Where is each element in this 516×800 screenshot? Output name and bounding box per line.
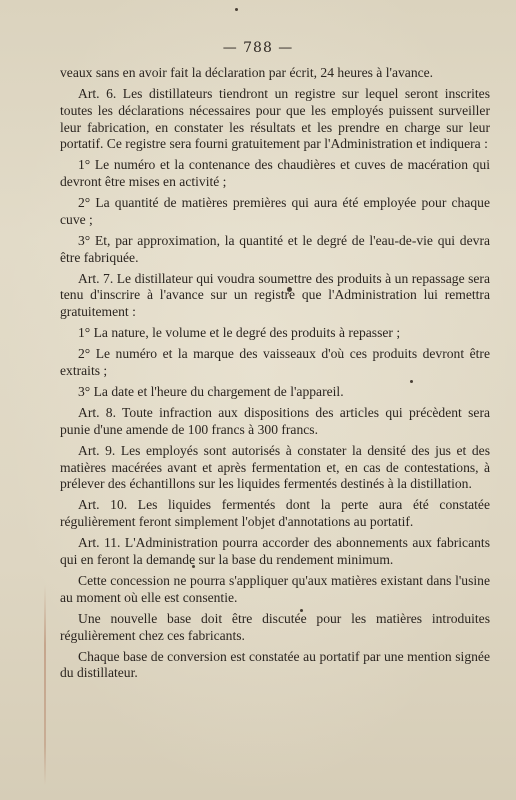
article-7-item-3: 3° La date et l'heure du chargement de l'appareil. bbox=[78, 384, 344, 400]
article-6-item-2: 2° La quantité de matières premières qui aura été employée pour chaque cuve ; bbox=[60, 195, 490, 227]
article-11-para-3: Une nouvelle base doit être discutée pour les matières introduites régulièrement chez ces fabricants. bbox=[60, 610, 490, 643]
article-6: Art. 6. Les distillateurs tiendront un registre sur lequel seront inscrites toutes les déclarations nécessaires pour que les employés puissent surveiller leur fabrication, en constater les résultats et les prendre en charge sur leur portatif. Ce registre sera fourni gratuitement par l'Administration et indiquera : bbox=[60, 86, 490, 152]
document-body bbox=[60, 65, 490, 686]
paragraph-continuation: veaux sans en avoir fait la déclaration par écrit, 24 heures à l'avance. bbox=[60, 65, 434, 80]
article-11: Art. 11. L'Administration pourra accorder des abonnements aux fabricants qui en feront la demande sur la base du rendement minimum. bbox=[60, 535, 490, 567]
article-7-item-2: 2° Le numéro et la marque des vaisseaux d'où ces produits devront être extraits ; bbox=[60, 346, 490, 378]
ink-speck bbox=[235, 8, 238, 11]
article-9: Art. 9. Les employés sont autorisés à constater la densité des jus et des matières macérées avant et après fermentation et, en cas de contestations, à prélever des échantillons sur les liquides fermentés destinés à la distillation. bbox=[60, 442, 490, 492]
page-number: — 788 — bbox=[222, 40, 294, 56]
article-10: Art. 10. Les liquides fermentés dont la perte aura été constatée régulièrement feront simplement l'objet d'annotations au portatif. bbox=[60, 497, 490, 530]
article-6-item-3: 3° Et, par approximation, la quantité et le degré de l'eau-de-vie qui devra être fabriquée. bbox=[60, 232, 490, 265]
article-7-item-1: 1° La nature, le volume et le degré des produits à repasser ; bbox=[78, 325, 401, 341]
page-stain bbox=[44, 585, 46, 785]
article-11-para-4: Chaque base de conversion est constatée au portatif par une mention signée du distillateur. bbox=[60, 648, 490, 681]
article-11-para-2: Cette concession ne pourra s'appliquer qu'aux matières existant dans l'usine au moment où elle est consentie. bbox=[60, 573, 490, 605]
article-8: Art. 8. Toute infraction aux dispositions des articles qui précèdent sera punie d'une amende de 100 francs à 300 francs. bbox=[60, 405, 490, 437]
article-6-item-1: 1° Le numéro et la contenance des chaudières et cuves de macération qui devront être mises en activité ; bbox=[60, 157, 490, 189]
article-7: Art. 7. Le distillateur qui voudra soumettre des produits à un repassage sera tenu d'inscrire à l'avance sur un registre que l'Administration lui remettra gratuitement : bbox=[60, 270, 490, 320]
